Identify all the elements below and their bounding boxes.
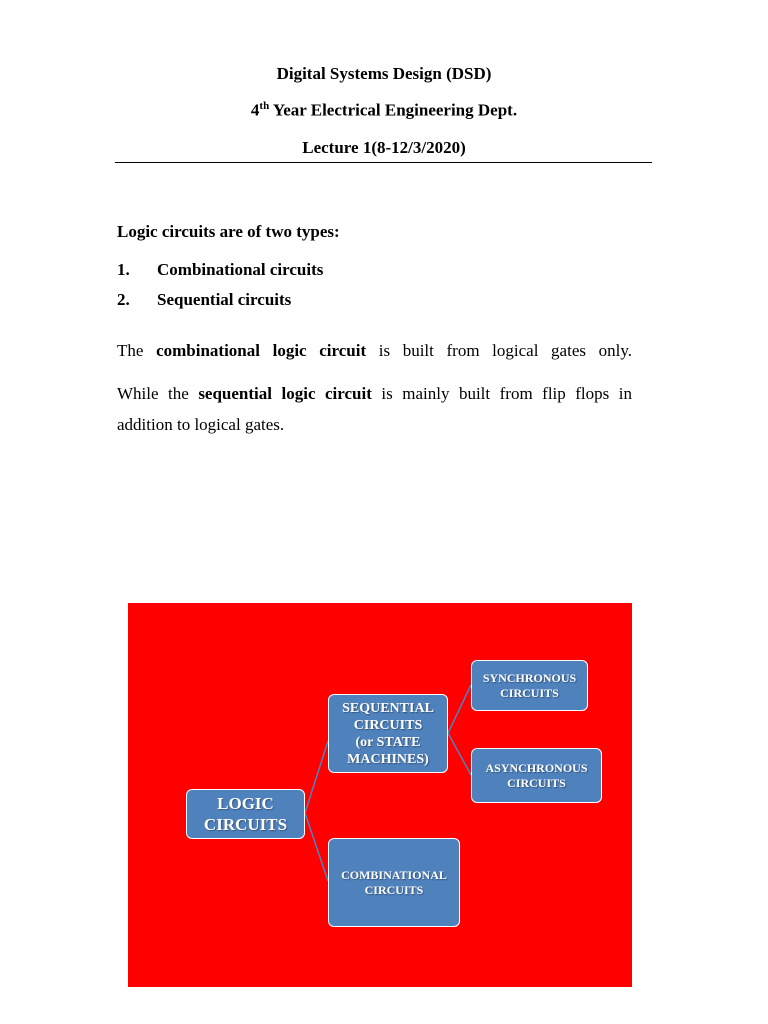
sentence-prefix: The bbox=[117, 341, 157, 360]
connector-sequential-synchronous bbox=[448, 685, 471, 733]
sentence-suffix: is built from logical gates only. bbox=[366, 341, 632, 360]
document-title: Digital Systems Design (DSD) bbox=[276, 64, 492, 83]
sequential-sentence bbox=[117, 378, 632, 409]
year-superscript: th bbox=[259, 100, 270, 112]
list-item bbox=[117, 290, 291, 310]
node-label: COMBINATIONAL CIRCUITS bbox=[341, 867, 447, 897]
department-line bbox=[0, 100, 768, 121]
node-label: SEQUENTIAL CIRCUITS (or STATE MACHINES) bbox=[342, 700, 434, 767]
sentence-bold-term: combinational logic circuit bbox=[156, 341, 367, 360]
combinational-sentence bbox=[117, 335, 632, 366]
node-asynchronous-circuits bbox=[471, 748, 602, 803]
header-divider bbox=[115, 162, 652, 163]
connector-logic-sequential bbox=[305, 741, 328, 813]
sentence-bold-term: sequential logic circuit bbox=[198, 384, 372, 403]
year-number: 4 bbox=[250, 100, 260, 120]
intro-text: Logic circuits are of two types: bbox=[117, 222, 340, 241]
sentence-prefix: While the bbox=[117, 384, 199, 403]
list-item bbox=[117, 260, 323, 280]
connector-logic-combinational bbox=[305, 813, 328, 881]
list-number: 1. bbox=[117, 260, 130, 279]
list-number: 2. bbox=[117, 290, 130, 309]
node-sequential-circuits bbox=[328, 694, 448, 773]
connector-sequential-asynchronous bbox=[448, 733, 471, 775]
node-label: SYNCHRONOUS CIRCUITS bbox=[482, 670, 577, 700]
sequential-sentence-continuation: addition to logical gates. bbox=[117, 415, 285, 434]
node-combinational-circuits bbox=[328, 838, 460, 927]
department-text: Year Electrical Engineering Dept. bbox=[269, 100, 518, 120]
list-text: Combinational circuits bbox=[157, 260, 324, 279]
node-label: LOGIC CIRCUITS bbox=[203, 794, 288, 834]
list-text: Sequential circuits bbox=[157, 290, 292, 309]
logic-circuits-diagram bbox=[128, 603, 632, 987]
node-label: ASYNCHRONOUS CIRCUITS bbox=[485, 760, 588, 790]
node-synchronous-circuits bbox=[471, 660, 588, 711]
sentence-suffix: is mainly built from flip flops in bbox=[371, 384, 632, 403]
lecture-line: Lecture 1(8-12/3/2020) bbox=[302, 138, 466, 157]
node-logic-circuits bbox=[186, 789, 305, 839]
